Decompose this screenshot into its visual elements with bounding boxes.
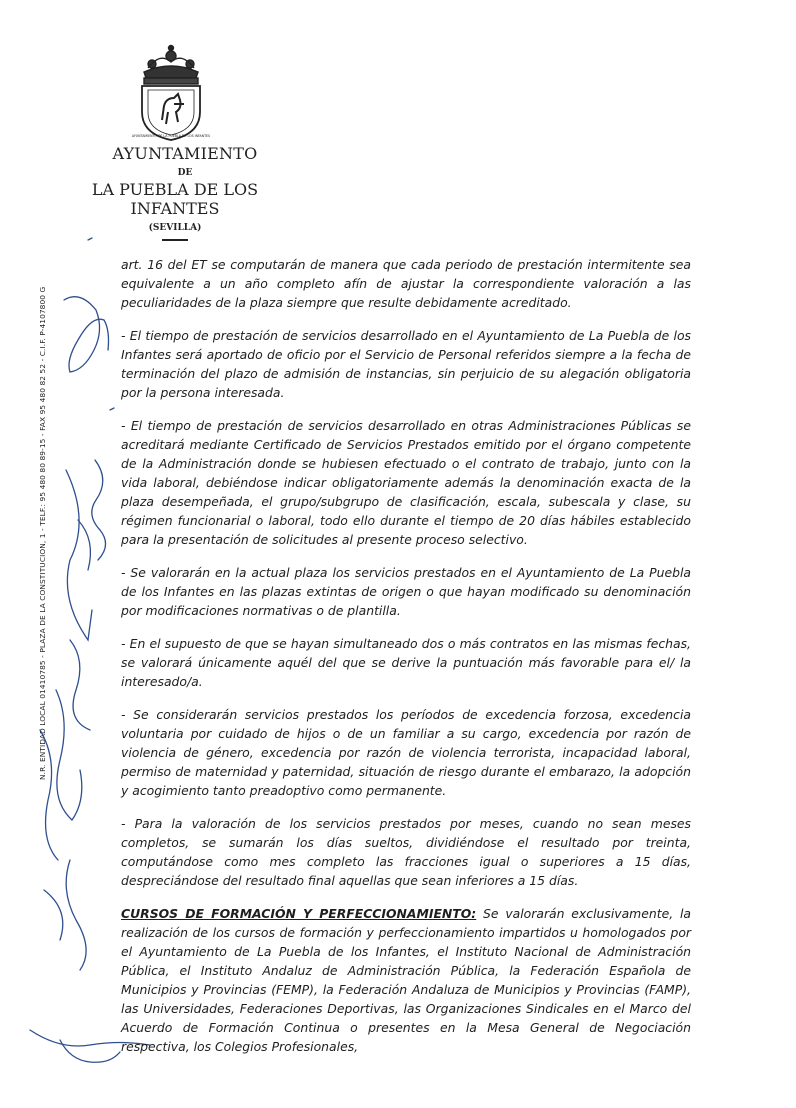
paragraph-cursos <box>121 904 691 1056</box>
cursos-heading: CURSOS DE FORMACIÓN Y PERFECCIONAMIENTO: <box>121 906 477 921</box>
letterhead <box>60 144 290 241</box>
letterhead-line4: (SEVILLA) <box>148 223 202 233</box>
paragraph-7: - Para la valoración de los servicios prestados por meses, cuando no sean meses completos, se sumarán los días sueltos, dividiéndose el resultado por treinta, computándose como mes completo las fracciones igual o superiores a 15 días, despreciándose del resultado final aquellas que sean inferiores a 15 días. <box>121 816 691 888</box>
letterhead-line3: LA PUEBLA DE LOS INFANTES <box>91 180 259 218</box>
letterhead-rule <box>162 239 188 241</box>
letterhead-line2: DE <box>177 168 193 178</box>
side-registry-text: N.R. ENTIDAD LOCAL 01410785 - PLAZA DE LA CONSTITUCION, 1 - TELF.: 95 480 80 89-15 - FAX 95 480 82 52 - C.I.F. P-4107800 G <box>38 286 47 780</box>
paragraph-5: - En el supuesto de que se hayan simultaneado dos o más contratos en las mismas fechas, se valorará únicamente aquél del que se derive la puntuación más favorable para el/ la interesado/a. <box>121 636 691 689</box>
paragraph-4: - Se valorarán en la actual plaza los servicios prestados en el Ayuntamiento de La Puebla de los Infantes en las plazas extintas de origen o que hayan modificado su denominación por modificaciones normativas o de plantilla. <box>121 565 691 618</box>
seal-text: AYUNTAMIENTO DE LA PUEBLA DE LOS INFANTES <box>131 134 211 138</box>
letterhead-line1: AYUNTAMIENTO <box>112 144 258 163</box>
document-body <box>121 255 691 1070</box>
cursos-text: Se valorarán exclusivamente, la realización de los cursos de formación y perfeccionamiento impartidos u homologados por el Ayuntamiento de La Puebla de los Infantes, el Instituto Nacional de Administración Pública, el Instituto Andaluz de Administración Pública, la Federación Española de Municipios y Provincias (FEMP), la Federación Andaluza de Municipios y Provincias (FAMP), las Universidades, Federaciones Deportivas, las Organizaciones Sindicales en el Marco del Acuerdo de Formación Continua o presentes en la Mesa General de Negociación respectiva, los Colegios Profesionales, <box>121 906 691 1054</box>
coat-of-arms-logo <box>130 42 212 142</box>
paragraph-2: - El tiempo de prestación de servicios desarrollado en el Ayuntamiento de La Puebla de los Infantes será aportado de oficio por el Servicio de Personal referidos siempre a la fecha de terminación del plazo de admisión de instancias, sin perjuicio de su alegación obligatoria por la persona interesada. <box>121 328 691 400</box>
paragraph-6: - Se considerarán servicios prestados los períodos de excedencia forzosa, excedencia voluntaria por cuidado de hijos o de un familiar a su cargo, excedencia por razón de violencia de género, excedencia por razón de violencia terrorista, incapacidad laboral, permiso de maternidad y paternidad, situación de riesgo durante el embarazo, la adopción y acogimiento tanto preadoptivo como permanente. <box>121 707 691 798</box>
paragraph-3: - El tiempo de prestación de servicios desarrollado en otras Administraciones Públicas se acreditará mediante Certificado de Servicios Prestados emitido por el órgano competente de la Administración donde se hubiesen efectuado o el contrato de trabajo, junto con la vida laboral, debiéndose indicar obligatoriamente además la denominación exacta de la plaza desempeñada, el grupo/subgrupo de clasificación, escala, subescala y clase, su régimen funcionarial o laboral, todo ello durante el tiempo de 20 días hábiles establecido para la presentación de solicitudes al presente proceso selectivo. <box>121 418 691 547</box>
paragraph-1: art. 16 del ET se computarán de manera que cada periodo de prestación intermitente sea equivalente a un año completo afín de ajustar la correspondiente valoración a las peculiaridades de la plaza siempre que resulte debidamente acreditado. <box>121 257 691 310</box>
